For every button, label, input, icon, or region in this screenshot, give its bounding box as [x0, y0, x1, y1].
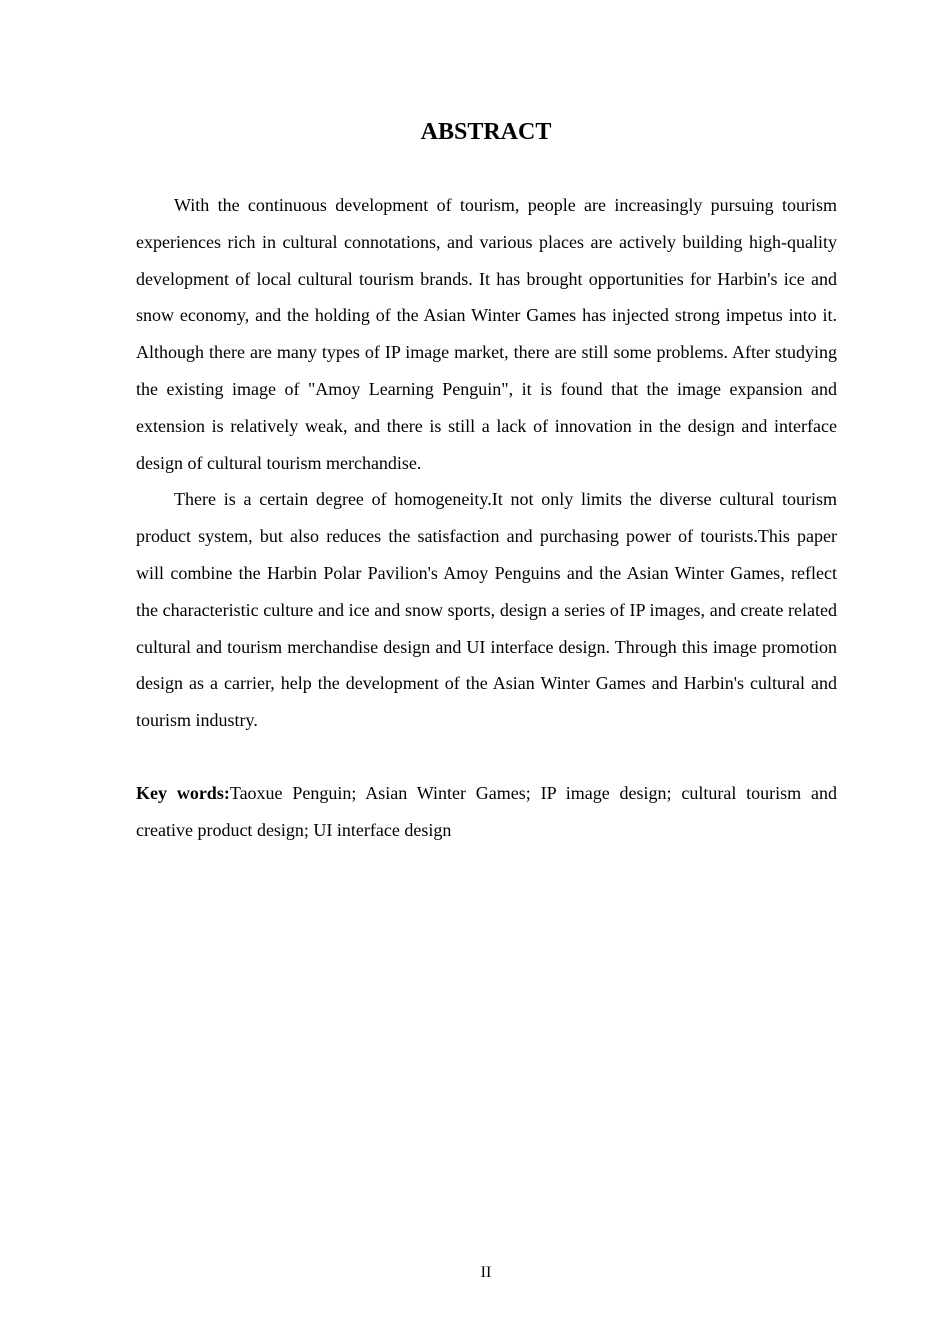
- abstract-body: [136, 187, 837, 739]
- keywords-label: Key words:: [136, 783, 230, 803]
- page-number: II: [480, 1264, 492, 1281]
- abstract-paragraph-1: With the continuous development of tourism, people are increasingly pursuing tourism experiences rich in cultural connotations, and various places are actively building high-quality development of local cultural tourism brands. It has brought opportunities for Harbin's ice and snow economy, and the holding of the Asian Winter Games has injected strong impetus into it. Although there are many types of IP image market, there are still some problems. After studying the existing image of "Amoy Learning Penguin", it is found that the image expansion and extension is relatively weak, and there is still a lack of innovation in the design and interface design of cultural tourism merchandise.: [136, 195, 837, 473]
- abstract-title: ABSTRACT: [420, 119, 552, 145]
- abstract-paragraph-2: There is a certain degree of homogeneity.It not only limits the diverse cultural tourism product system, but also reduces the satisfaction and purchasing power of tourists.This paper will combine the Harbin Polar Pavilion's Amoy Penguins and the Asian Winter Games, reflect the characteristic culture and ice and snow sports, design a series of IP images, and create related cultural and tourism merchandise design and UI interface design. Through this image promotion design as a carrier, help the development of the Asian Winter Games and Harbin's cultural and tourism industry.: [136, 489, 837, 731]
- keywords-text: Taoxue Penguin; Asian Winter Games; IP image design; cultural tourism and creative product design; UI interface design: [136, 783, 837, 840]
- keywords: [136, 775, 837, 849]
